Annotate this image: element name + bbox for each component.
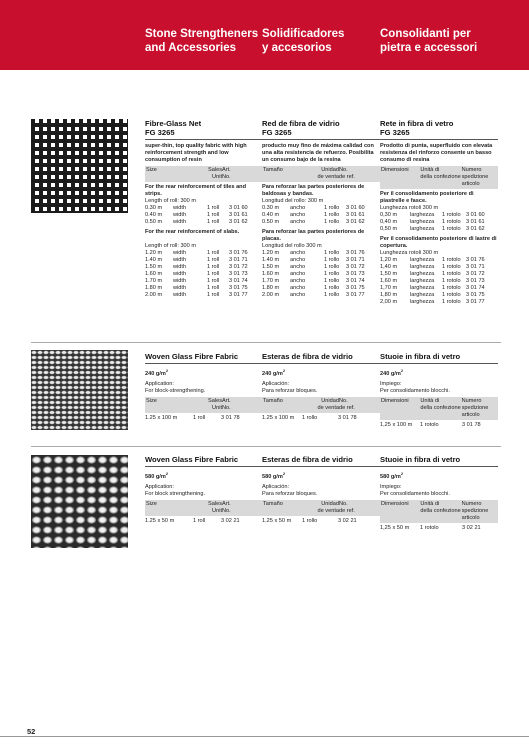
table-cell: 0.40 m [145, 212, 163, 218]
weight-spec [380, 367, 498, 378]
table-cell: 1,20 m [380, 257, 398, 263]
table-cell: larghezza [410, 299, 435, 305]
table-header-cell: Unità di della confezione [420, 500, 461, 514]
table-cell: 1 rollo [324, 278, 340, 284]
table-cell: 0.30 m [145, 205, 163, 211]
woven-fabric-240-image [31, 350, 128, 430]
table-cell: 3 01 75 [466, 292, 485, 298]
application-text: For block strengthening. [145, 490, 206, 497]
col-it [380, 352, 498, 429]
table-cell: 1 rotolo [442, 271, 461, 277]
table-cell: 3 01 73 [466, 278, 485, 284]
table-cell: 0.40 m [262, 212, 280, 218]
product-title: Woven Glass Fibre Fabric [145, 455, 263, 467]
header-banner [0, 0, 529, 70]
table-cell: ancho [290, 278, 306, 284]
table-cell: larghezza [410, 292, 435, 298]
col-en [145, 119, 263, 299]
table-cell: 3 02 21 [221, 517, 240, 524]
roll-length: Length of roll: 300 m [145, 243, 196, 249]
table-header-cell: Unità di della confezione [420, 167, 461, 180]
table-header-cell: Dimensioni [381, 500, 409, 507]
table-cell: width [173, 257, 187, 263]
table-cell: 1 rotolo [442, 219, 461, 225]
table-cell: larghezza [410, 257, 435, 263]
application-label: Aplicación: [262, 483, 290, 490]
table-cell: 1.80 m [145, 285, 163, 291]
header-title-en: Stone Strengtheners and Accessories [145, 28, 259, 54]
table-cell: 1 rotolo [420, 524, 439, 531]
table-cell: width [173, 278, 187, 284]
table-header-cell: Art. No. [222, 167, 231, 180]
header-title-it: Consolidanti per pietra e accessori [380, 28, 478, 54]
table-cell: 1.60 m [262, 271, 280, 277]
table-header-cell: No. de ref. [339, 397, 355, 411]
roll-length: Longitud del rollo: 300 m [262, 198, 324, 204]
table-cell: 3 01 60 [466, 212, 485, 218]
weight-spec [145, 367, 263, 378]
application-label: Impiego: [380, 483, 402, 490]
table-header [262, 500, 380, 516]
table-cell: 3 01 76 [346, 250, 365, 256]
table-cell: 3 01 73 [229, 271, 248, 277]
table-cell: 1 rotolo [442, 299, 461, 305]
table-cell: 1.80 m [262, 285, 280, 291]
table-cell: 1.25 x 100 m [262, 414, 295, 421]
application-text: Per consolidamento blocchi. [380, 490, 450, 497]
table-cell: 3 01 74 [229, 278, 248, 284]
weight-superscript: 2 [400, 471, 404, 476]
table-header-cell: No. de ref. [339, 500, 355, 514]
table-header-cell: Art. No. [222, 397, 231, 411]
table-row [380, 226, 498, 233]
table-cell: 3 01 78 [221, 414, 240, 421]
table-header-cell: Art. No. [222, 500, 231, 514]
table-cell: 3 02 21 [338, 517, 357, 524]
table-cell: 3 01 61 [466, 219, 485, 225]
usage-subtitle: Para reforzar las partes posteriores de baldosas y bandas. [262, 184, 365, 197]
table-cell: 3 01 61 [346, 212, 365, 218]
table-header [262, 166, 380, 182]
table-cell: 1.60 m [145, 271, 163, 277]
table-row [380, 219, 498, 226]
table-cell: 2,00 m [380, 299, 398, 305]
product-description: Prodotto di punta, superfluido con elevata resistenza del rinforzo consente un basso consumo di resina [380, 143, 493, 163]
table-cell: 3 02 21 [462, 524, 481, 531]
table-cell: ancho [290, 250, 306, 256]
table-cell: ancho [290, 271, 306, 277]
table-row [262, 292, 380, 299]
table-cell: larghezza [410, 219, 435, 225]
product-title: Esteras de fibra de vidrio [262, 352, 380, 364]
table-cell: 0.50 m [145, 219, 163, 225]
table-cell: 1 rollo [324, 271, 340, 277]
table-row [380, 292, 498, 299]
weight-value: 580 g/m [380, 473, 401, 480]
table-cell: 1.25 x 50 m [262, 517, 292, 524]
table-header [380, 397, 498, 420]
table-cell: larghezza [410, 264, 435, 270]
table-cell: 2.00 m [145, 292, 163, 298]
section-divider [31, 342, 501, 343]
table-cell: 1 roll [207, 250, 220, 256]
table-header-cell: Size [146, 167, 157, 173]
table-header-cell: Dimensioni [381, 397, 409, 404]
table-cell: 3 01 61 [229, 212, 248, 218]
table-cell: 3 01 71 [466, 264, 485, 270]
table-row [380, 278, 498, 285]
weight-superscript: 2 [165, 471, 169, 476]
col-es [262, 455, 380, 525]
application-label: Impiego: [380, 380, 402, 387]
table-row [380, 264, 498, 271]
table-cell: width [173, 205, 187, 211]
table-row [380, 422, 498, 429]
table-cell: 1 roll [207, 278, 220, 284]
table-row [262, 219, 380, 226]
table-cell: 1.20 m [262, 250, 280, 256]
table-cell: 3 01 77 [466, 299, 485, 305]
table-cell: 3 01 74 [346, 278, 365, 284]
table-header-cell: Dimensioni [381, 167, 409, 173]
table-header-cell: Sales Unit [208, 500, 222, 514]
table-cell: 1 rotolo [420, 421, 439, 428]
product-code: FG 3265 [262, 128, 380, 140]
roll-length: Lunghezza rotoli 300 m [380, 250, 439, 256]
table-cell: 3 01 77 [229, 292, 248, 298]
header-title-es: Solidificadores y accesorios [262, 28, 345, 54]
product-title: Rete in fibra di vetro [380, 119, 454, 128]
table-header-cell: Tamaño [263, 500, 283, 507]
table-row [380, 212, 498, 219]
application-label: Application: [145, 483, 174, 490]
table-header [145, 397, 263, 413]
table-cell: 1,80 m [380, 292, 398, 298]
product-description: super-thin, top quality fabric with high reinforcement strength and low consumption of resin [145, 143, 247, 163]
weight-value: 240 g/m [145, 370, 166, 377]
table-row [145, 415, 263, 422]
table-row [380, 271, 498, 278]
table-row [145, 250, 263, 257]
table-cell: ancho [290, 212, 306, 218]
table-cell: 0,30 m [380, 212, 398, 218]
table-cell: 1,40 m [380, 264, 398, 270]
table-row [145, 219, 263, 226]
table-header-cell: Tamaño [263, 397, 283, 404]
table-row [145, 278, 263, 285]
table-cell: 1 rollo [324, 264, 340, 270]
table-header-cell: Unità di della confezione [420, 397, 461, 411]
table-header [145, 500, 263, 516]
page-number: 52 [27, 727, 36, 736]
table-cell: 0,50 m [380, 226, 398, 232]
application-text: Para reforzar bloques. [262, 490, 318, 497]
table-cell: 3 01 62 [229, 219, 248, 225]
table-header-cell: Size [146, 500, 157, 507]
table-row [145, 205, 263, 212]
table-row [145, 292, 263, 299]
table-cell: 1,60 m [380, 278, 398, 284]
table-row [380, 257, 498, 264]
table-cell: ancho [290, 257, 306, 263]
table-cell: 3 01 78 [462, 421, 481, 428]
table-row [262, 415, 380, 422]
table-cell: 1,50 m [380, 271, 398, 277]
table-cell: 1,25 x 100 m [380, 421, 413, 428]
weight-value: 240 g/m [262, 370, 283, 377]
table-cell: 1 roll [207, 264, 220, 270]
table-header-cell: Numero spedizione articolo [461, 167, 489, 187]
weight-spec [262, 470, 380, 481]
col-es [262, 119, 380, 299]
table-cell: 3 01 75 [346, 285, 365, 291]
table-cell: 3 01 71 [229, 257, 248, 263]
table-cell: ancho [290, 219, 306, 225]
table-cell: 3 01 62 [346, 219, 365, 225]
table-cell: 0.50 m [262, 219, 280, 225]
table-cell: 1,70 m [380, 285, 398, 291]
table-cell: 1 rollo [324, 285, 340, 291]
table-cell: 3 01 75 [229, 285, 248, 291]
table-row [145, 518, 263, 525]
table-row [145, 212, 263, 219]
table-cell: 1 roll [207, 212, 220, 218]
table-cell: ancho [290, 205, 306, 211]
table-cell: 3 01 62 [466, 226, 485, 232]
table-cell: 3 01 76 [466, 257, 485, 263]
product-title: Esteras de fibra de vidrio [262, 455, 380, 467]
weight-superscript: 2 [400, 368, 404, 373]
table-cell: 1 rollo [324, 292, 340, 298]
table-header-cell: Unidad de venta [317, 500, 339, 514]
table-header-cell: Numero spedizione articolo [461, 500, 489, 521]
table-header [380, 166, 498, 189]
fibre-glass-net-image [31, 119, 128, 213]
table-cell: 3 01 72 [346, 264, 365, 270]
table-cell: width [173, 292, 187, 298]
usage-subtitle: Para reforzar las partes posteriores de placas. [262, 229, 365, 242]
table-cell: 1 rollo [324, 257, 340, 263]
table-header [380, 500, 498, 523]
table-cell: larghezza [410, 212, 435, 218]
table-cell: 1 rotolo [442, 257, 461, 263]
table-header-cell: Sales Unit [208, 167, 222, 180]
product-title: Woven Glass Fibre Fabric [145, 352, 263, 364]
roll-length: Lunghezza rotoli 300 m [380, 205, 439, 211]
table-cell: 0.30 m [262, 205, 280, 211]
col-es [262, 352, 380, 422]
product-title: Stuoie in fibra di vetro [380, 352, 498, 364]
table-cell: 3 01 78 [338, 414, 357, 421]
table-cell: 1.25 x 100 m [145, 414, 178, 421]
footer-rule [0, 736, 529, 737]
weight-value: 580 g/m [262, 473, 283, 480]
table-cell: 1 rotolo [442, 285, 461, 291]
table-row [145, 285, 263, 292]
table-header-cell: Unidad de venta [317, 167, 339, 180]
product-title: Fibre-Glass Net [145, 119, 202, 128]
product-code: FG 3265 [145, 128, 263, 140]
table-cell: 1,25 x 50 m [380, 524, 410, 531]
table-cell: 3 01 77 [346, 292, 365, 298]
table-cell: larghezza [410, 278, 435, 284]
table-cell: 1 rollo [324, 212, 340, 218]
table-cell: 1 roll [193, 517, 206, 524]
product-code: FG 3265 [380, 128, 498, 140]
table-cell: ancho [290, 285, 306, 291]
table-cell: 1.70 m [262, 278, 280, 284]
table-row [262, 518, 380, 525]
table-row [262, 250, 380, 257]
table-header-cell: Tamaño [263, 167, 283, 173]
table-cell: 1 rollo [324, 250, 340, 256]
table-row [145, 257, 263, 264]
roll-length: Length of roll: 300 m [145, 198, 196, 204]
table-row [380, 299, 498, 306]
table-header [145, 166, 263, 182]
application-text: Para reforzar bloques. [262, 387, 318, 394]
table-header-cell: Size [146, 397, 157, 404]
table-cell: 1 roll [207, 292, 220, 298]
table-cell: 1 rotolo [442, 226, 461, 232]
table-row [262, 212, 380, 219]
weight-spec [145, 470, 263, 481]
table-cell: 3 01 60 [346, 205, 365, 211]
application-text: Per consolidamento blocchi. [380, 387, 450, 394]
table-cell: 1 rotolo [442, 212, 461, 218]
table-cell: 1 rollo [324, 205, 340, 211]
table-cell: 1.50 m [262, 264, 280, 270]
col-it [380, 119, 498, 306]
table-cell: 3 01 60 [229, 205, 248, 211]
table-cell: 3 01 72 [466, 271, 485, 277]
table-row [380, 525, 498, 532]
weight-superscript: 2 [282, 471, 286, 476]
table-header-cell: Sales Unit [208, 397, 222, 411]
table-row [145, 271, 263, 278]
table-cell: larghezza [410, 271, 435, 277]
table-cell: 1.40 m [262, 257, 280, 263]
table-header-cell: Numero spedizione articolo [461, 397, 489, 418]
table-cell: 1 rotolo [442, 264, 461, 270]
weight-superscript: 2 [165, 368, 169, 373]
table-header-cell: Unidad de venta [317, 397, 339, 411]
table-cell: ancho [290, 264, 306, 270]
table-cell: width [173, 271, 187, 277]
table-cell: larghezza [410, 285, 435, 291]
table-cell: 1.20 m [145, 250, 163, 256]
col-en [145, 352, 263, 422]
table-cell: 1.25 x 50 m [145, 517, 175, 524]
table-header-cell: No. de ref. [339, 167, 355, 180]
table-cell: 1 rotolo [442, 292, 461, 298]
weight-value: 240 g/m [380, 370, 401, 377]
table-cell: width [173, 212, 187, 218]
table-cell: 3 01 71 [346, 257, 365, 263]
table-cell: ancho [290, 292, 306, 298]
product-description: producto muy fino de máxima calidad con una alta resistencia de refuerzo. Posibilita un consumo bajo de la resina [262, 143, 374, 163]
table-cell: 1.50 m [145, 264, 163, 270]
table-cell: 0,40 m [380, 219, 398, 225]
table-cell: width [173, 285, 187, 291]
table-row [145, 264, 263, 271]
table-cell: 3 01 76 [229, 250, 248, 256]
col-it [380, 455, 498, 532]
table-header [262, 397, 380, 413]
col-en [145, 455, 263, 525]
table-cell: 1.40 m [145, 257, 163, 263]
table-cell: 1 roll [207, 285, 220, 291]
table-cell: 1 roll [207, 271, 220, 277]
weight-superscript: 2 [282, 368, 286, 373]
table-cell: 1 roll [193, 414, 206, 421]
table-cell: 3 01 72 [229, 264, 248, 270]
table-row [262, 271, 380, 278]
table-row [262, 278, 380, 285]
table-cell: larghezza [410, 226, 435, 232]
weight-spec [380, 470, 498, 481]
table-cell: 1 rollo [302, 517, 318, 524]
usage-subtitle: For the rear reinforcement of slabs. [145, 229, 240, 235]
table-cell: 1 roll [207, 219, 220, 225]
application-label: Aplicación: [262, 380, 290, 387]
table-cell: 1 roll [207, 257, 220, 263]
application-label: Application: [145, 380, 174, 387]
table-row [380, 285, 498, 292]
table-row [262, 257, 380, 264]
product-title: Red de fibra de vidrio [262, 119, 340, 128]
usage-subtitle: For the rear reinforcement of tiles and strips. [145, 184, 247, 197]
product-title: Stuoie in fibra di vetro [380, 455, 498, 467]
usage-subtitle: Per il consolidamento posteriore di lastre di copertura. [380, 236, 497, 249]
spacer [145, 236, 263, 243]
table-cell: width [173, 250, 187, 256]
usage-subtitle: Per il consolidamento posteriore di piastrelle e fasce. [380, 191, 474, 204]
application-text: For block-strengthening. [145, 387, 206, 394]
table-cell: 3 01 73 [346, 271, 365, 277]
roll-length: Longitud del rollo 300 m [262, 243, 322, 249]
weight-spec [262, 367, 380, 378]
weight-value: 580 g/m [145, 473, 166, 480]
table-cell: width [173, 219, 187, 225]
table-row [262, 205, 380, 212]
table-cell: 2.00 m [262, 292, 280, 298]
table-cell: 1 rollo [324, 219, 340, 225]
table-cell: 1 rotolo [442, 278, 461, 284]
woven-fabric-580-image [31, 455, 128, 548]
table-cell: 1 rollo [302, 414, 318, 421]
table-cell: 3 01 74 [466, 285, 485, 291]
table-row [262, 285, 380, 292]
table-cell: 1 roll [207, 205, 220, 211]
table-cell: width [173, 264, 187, 270]
table-cell: 1.70 m [145, 278, 163, 284]
section-divider [31, 446, 501, 447]
table-row [262, 264, 380, 271]
